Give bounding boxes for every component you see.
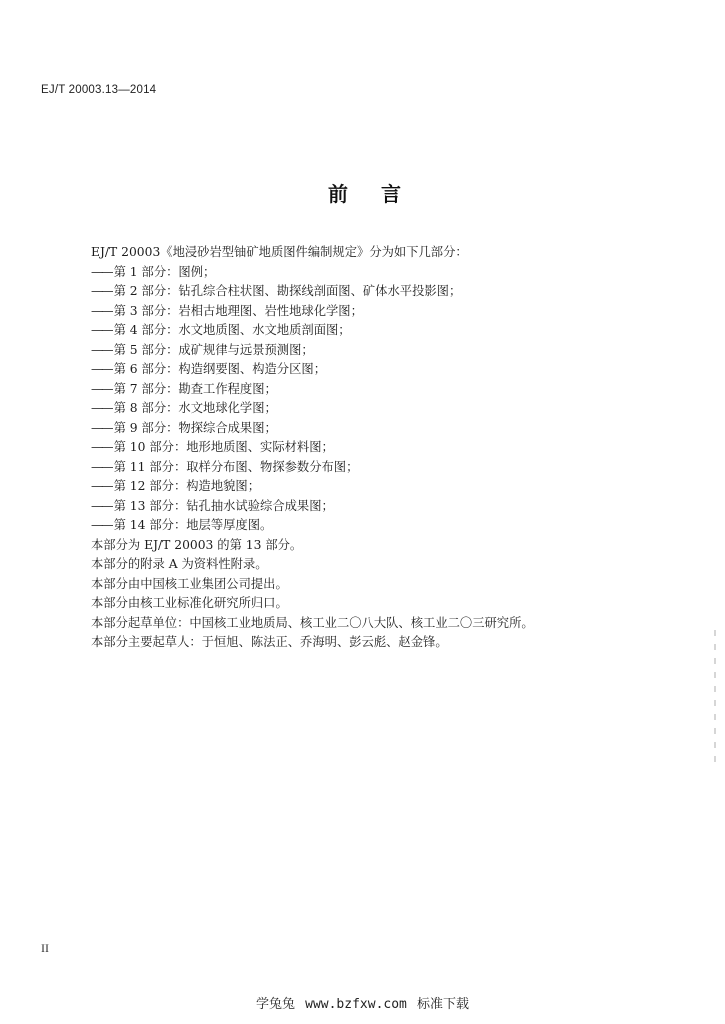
- part-item: [91, 360, 691, 380]
- part-item: [91, 419, 691, 439]
- part-item: [91, 458, 691, 478]
- page-number: II: [41, 941, 49, 955]
- dash: ——: [91, 264, 112, 279]
- part-item: [91, 477, 691, 497]
- dash: ——: [91, 323, 112, 337]
- watermark-site-link[interactable]: www.bzfxw.com: [305, 997, 407, 1012]
- scan-edge-mark: [714, 630, 716, 770]
- part-text: 第 7 部分：勘查工作程度图；: [113, 381, 277, 396]
- part-text: 第 10 部分：地形地质图、实际材料图；: [113, 440, 334, 454]
- dash: ——: [91, 479, 112, 493]
- part-item: [91, 438, 691, 458]
- part-text: 第 14 部分：地层等厚度图。: [113, 518, 273, 532]
- part-item: [91, 399, 691, 419]
- part-item: [91, 497, 691, 517]
- part-text: 第 5 部分：成矿规律与远景预测图；: [113, 342, 314, 357]
- dash: ——: [91, 518, 112, 532]
- statement-line: 本部分起草单位：中国核工业地质局、核工业二〇八大队、核工业二〇三研究所。: [91, 615, 534, 630]
- standard-code: EJ/T 20003.13—2014: [41, 84, 157, 96]
- dash: ——: [91, 342, 112, 357]
- statement-line: 本部分由核工业标准化研究所归口。: [91, 596, 288, 610]
- dash: ——: [91, 303, 112, 318]
- foreword-body: [91, 243, 691, 653]
- watermark: [0, 993, 725, 1012]
- part-text: 第 6 部分：构造纲要图、构造分区图；: [113, 362, 326, 376]
- part-text: 第 9 部分：物探综合成果图；: [113, 420, 277, 435]
- part-text: 第 3 部分：岩相古地理图、岩性地球化学图；: [113, 303, 363, 318]
- statement-line: 本部分的附录 A 为资料性附录。: [91, 557, 268, 571]
- watermark-suffix: 标准下载: [417, 997, 470, 1012]
- part-item: [91, 321, 691, 341]
- statement-line: 本部分由中国核工业集团公司提出。: [91, 576, 288, 591]
- title-char-2: 言: [380, 182, 403, 206]
- intro-line: EJ/T 20003《地浸砂岩型铀矿地质图件编制规定》分为如下几部分：: [91, 245, 468, 259]
- part-text: 第 11 部分：取样分布图、物探参数分布图；: [113, 459, 359, 474]
- dash: ——: [91, 381, 112, 396]
- part-item: [91, 263, 691, 283]
- part-item: [91, 302, 691, 322]
- part-text: 第 1 部分：图例；: [113, 264, 216, 279]
- dash: ——: [91, 498, 112, 513]
- dash: ——: [91, 459, 112, 474]
- page-title: [0, 178, 725, 207]
- part-item: [91, 380, 691, 400]
- part-text: 第 13 部分：钻孔抽水试验综合成果图；: [113, 498, 334, 513]
- dash: ——: [91, 440, 112, 454]
- part-text: 第 8 部分：水文地球化学图；: [113, 401, 277, 415]
- dash: ——: [91, 420, 112, 435]
- part-item: [91, 516, 691, 536]
- statement-line: 本部分主要起草人：于恒旭、陈法正、乔海明、彭云彪、赵金锋。: [91, 635, 448, 649]
- part-text: 第 2 部分：钻孔综合柱状图、勘探线剖面图、矿体水平投影图；: [113, 284, 462, 298]
- dash: ——: [91, 401, 112, 415]
- part-item: [91, 282, 691, 302]
- part-text: 第 4 部分：水文地质图、水文地质剖面图；: [113, 323, 351, 337]
- dash: ——: [91, 362, 112, 376]
- dash: ——: [91, 284, 112, 298]
- part-text: 第 12 部分：构造地貌图；: [113, 479, 261, 493]
- statement-line: 本部分为 EJ/T 20003 的第 13 部分。: [91, 537, 303, 552]
- title-char-1: 前: [328, 182, 351, 206]
- watermark-prefix: 学兔兔: [255, 997, 295, 1012]
- part-item: [91, 341, 691, 361]
